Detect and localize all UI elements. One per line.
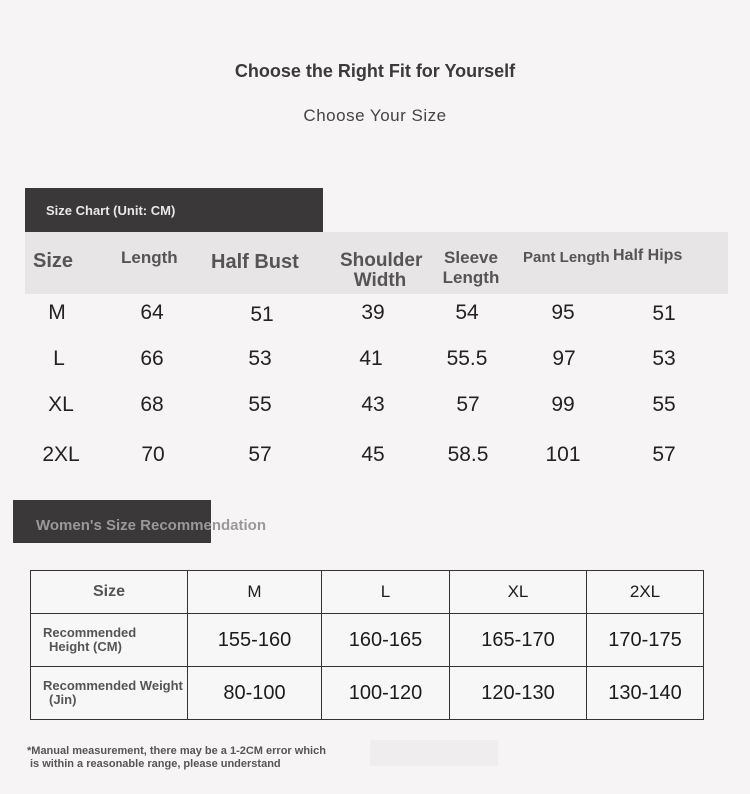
table-row-xl-half-bust: 55: [248, 393, 272, 416]
recommendation-banner: Women's Size Recommendation: [13, 500, 211, 543]
table-row-xl-shoulder: 43: [361, 393, 385, 416]
table-row-l-length: 66: [140, 347, 164, 370]
recommendation-table: [30, 570, 704, 720]
table-row: [31, 614, 704, 667]
table-row-2xl-pant: 101: [545, 443, 581, 466]
rec-height-m: 155-160: [188, 614, 322, 667]
table-row-m-hips: 51: [652, 302, 676, 325]
table-row-m-shoulder: 39: [361, 301, 385, 324]
header-size: Size: [33, 250, 74, 272]
table-row: [31, 667, 704, 720]
table-row-2xl-hips: 57: [652, 443, 676, 466]
table-row-l-hips: 53: [652, 347, 676, 370]
rec-height-2xl: 170-175: [587, 614, 704, 667]
header-pant-length: Pant Length: [523, 249, 610, 266]
rec-weight-m: 80-100: [188, 667, 322, 720]
page-subtitle: Choose Your Size: [303, 106, 447, 125]
table-row-l-shoulder: 41: [359, 347, 383, 370]
table-row-xl-pant: 99: [551, 393, 575, 416]
note-band: [370, 740, 498, 766]
measurement-note: *Manual measurement, there may be a 1-2CM error which is within a reasonable range, please understand: [27, 745, 326, 770]
rec-height-l: 160-165: [322, 614, 450, 667]
table-row-2xl-half-bust: 57: [248, 443, 272, 466]
header-half-hips: Half Hips: [613, 247, 683, 264]
table-row-m-length: 64: [140, 301, 164, 324]
header-half-bust: Half Bust: [211, 251, 299, 273]
rec-size-l: L: [322, 571, 450, 614]
table-row-m-half-bust: 51: [250, 303, 274, 326]
table-row-xl-size: XL: [48, 393, 74, 416]
table-row-l-half-bust: 53: [248, 347, 272, 370]
rec-height-label: Recommended Height (CM): [31, 614, 188, 667]
table-row-m-sleeve: 54: [455, 301, 479, 324]
table-row-xl-sleeve: 57: [456, 393, 480, 416]
header-shoulder-width: Shoulder Width: [340, 250, 423, 291]
rec-weight-xl: 120-130: [450, 667, 587, 720]
table-row-xl-hips: 55: [652, 393, 676, 416]
table-row: [31, 571, 704, 614]
table-row-m-size: M: [48, 301, 66, 324]
size-chart-banner: Size Chart (Unit: CM): [25, 188, 323, 232]
table-row-xl-length: 68: [140, 393, 164, 416]
table-row-2xl-sleeve: 58.5: [447, 443, 489, 466]
table-row-l-sleeve: 55.5: [446, 347, 488, 370]
table-row-2xl-shoulder: 45: [361, 443, 385, 466]
table-row-l-size: L: [53, 347, 65, 370]
rec-size-m: M: [188, 571, 322, 614]
rec-size-label: Size: [31, 571, 188, 614]
table-row-m-pant: 95: [551, 301, 575, 324]
header-sleeve-length: Sleeve Length: [442, 248, 500, 287]
rec-weight-l: 100-120: [322, 667, 450, 720]
header-length: Length: [121, 248, 178, 267]
table-row-2xl-length: 70: [141, 443, 165, 466]
rec-weight-2xl: 130-140: [587, 667, 704, 720]
rec-weight-label: Recommended Weight (Jin): [31, 667, 188, 720]
page-title: Choose the Right Fit for Yourself: [234, 61, 516, 81]
table-row-2xl-size: 2XL: [42, 443, 80, 466]
rec-size-2xl: 2XL: [587, 571, 704, 614]
rec-height-xl: 165-170: [450, 614, 587, 667]
table-row-l-pant: 97: [552, 347, 576, 370]
rec-size-xl: XL: [450, 571, 587, 614]
